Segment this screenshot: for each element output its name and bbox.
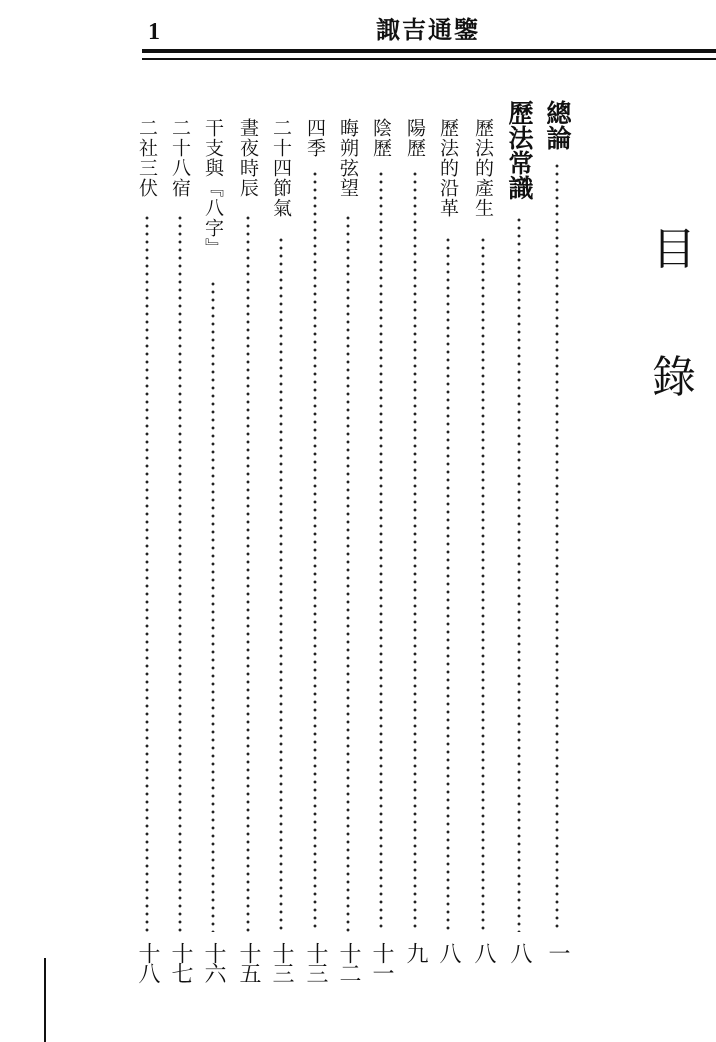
toc-entry-title: 四季 — [304, 118, 326, 158]
toc-entry-page: 十五 — [236, 942, 261, 982]
toc-entry-leader — [481, 236, 485, 932]
toc-entry — [364, 0, 398, 1042]
toc-entry-page: 十三 — [269, 942, 294, 982]
toc-entry-title: 晦朔弦望 — [337, 118, 359, 198]
toc-entry-leader — [178, 214, 182, 932]
toc-entry — [231, 0, 265, 1042]
margin-line — [44, 958, 46, 1042]
toc-entry-leader — [379, 170, 383, 932]
toc-entry-page: 八 — [436, 942, 461, 962]
toc-entry — [502, 0, 536, 1042]
toc-entry-page: 十六 — [201, 942, 226, 982]
toc-entry-title: 晝夜時辰 — [237, 118, 259, 198]
header-title: 諏吉通鑒 — [376, 15, 480, 44]
toc-entry-leader — [446, 236, 450, 932]
toc-entry-title: 二十四節氣 — [270, 118, 292, 218]
toc-entry-page: 九 — [403, 942, 428, 962]
toc-entry-page: 十一 — [369, 942, 394, 982]
toc-entry-title: 歷法的產生 — [472, 118, 494, 218]
toc-entry-leader — [346, 214, 350, 932]
toc-entry-page: 八 — [471, 942, 496, 962]
toc-entry-page: 十七 — [168, 942, 193, 982]
toc-entry-title: 總論 — [543, 100, 572, 150]
toc-entry — [163, 0, 197, 1042]
toc-entry-leader — [517, 216, 521, 932]
toc-entry-page: 十三 — [303, 942, 328, 982]
toc-entry-title: 歷法常識 — [505, 100, 534, 200]
toc-entry-leader — [279, 236, 283, 932]
toc-entry — [540, 0, 574, 1042]
toc-title-char-2: 錄 — [652, 352, 696, 403]
toc-entry-title: 二十八宿 — [169, 118, 191, 198]
toc-title-char-1: 目 — [652, 224, 696, 275]
toc-entry-leader — [145, 214, 149, 932]
toc-entry — [398, 0, 432, 1042]
toc-entry-title: 二社三伏 — [136, 118, 158, 198]
toc-entry — [130, 0, 164, 1042]
toc-entry-leader — [246, 214, 250, 932]
toc-entry-title: 干支與『八字』 — [202, 118, 224, 258]
toc-entry-page: 八 — [507, 942, 532, 962]
toc-entry-title: 陽歷 — [404, 118, 426, 158]
toc-entry — [196, 0, 230, 1042]
toc-entry — [466, 0, 500, 1042]
toc-entry — [264, 0, 298, 1042]
toc-entry-leader — [313, 170, 317, 932]
toc-entry-title: 歷法的沿革 — [437, 118, 459, 218]
toc-entry-leader — [413, 170, 417, 932]
toc-entry-leader — [211, 280, 215, 932]
toc-entry-leader — [555, 162, 559, 932]
toc-entry — [298, 0, 332, 1042]
toc-entry-title: 陰歷 — [370, 118, 392, 158]
page-number: 1 — [148, 19, 160, 45]
toc-entry — [431, 0, 465, 1042]
toc-entry-page: 一 — [545, 942, 570, 962]
toc-entry-page: 十八 — [135, 942, 160, 982]
toc-entry-page: 十二 — [336, 942, 361, 982]
toc-entry — [331, 0, 365, 1042]
